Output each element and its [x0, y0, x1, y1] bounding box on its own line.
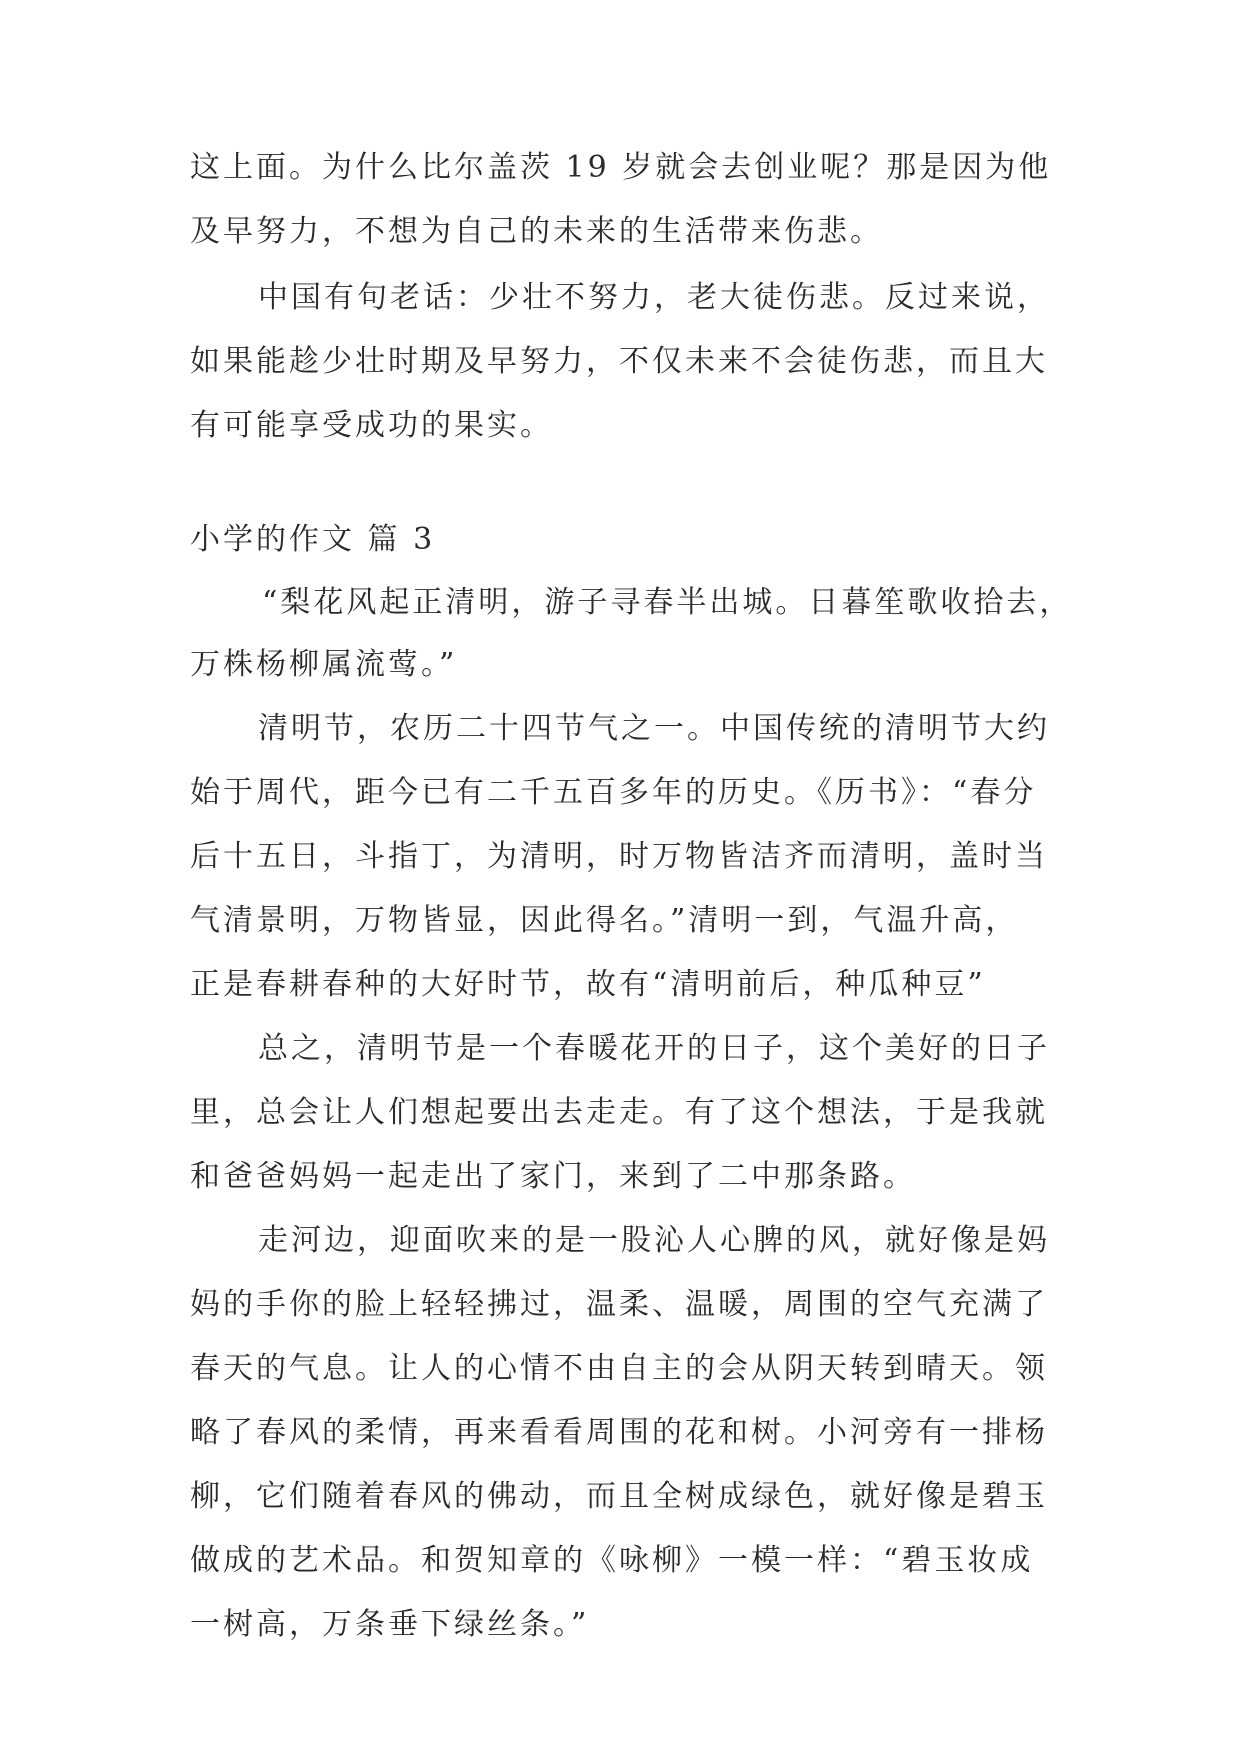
- poem-quote: “梨花风起正清明，游子寻春半出城。日暮笙歌收拾去，: [262, 585, 1073, 620]
- text-line: 后十五日，斗指丁，为清明，时万物皆洁齐而清明，盖时当: [190, 839, 1048, 874]
- text-line: 这上面。为什么比尔盖茨 19 岁就会去创业呢？那是因为他: [190, 150, 1052, 185]
- text-line: 和爸爸妈妈一起走出了家门，来到了二中那条路。: [190, 1159, 916, 1194]
- text-line: 柳，它们随着春风的佛动，而且全树成绿色，就好像是碧玉: [190, 1479, 1048, 1514]
- text-line: 气清景明，万物皆显，因此得名。”清明一到，气温升高，: [190, 903, 1019, 938]
- text-line: 里，总会让人们想起要出去走走。有了这个想法，于是我就: [190, 1095, 1048, 1130]
- section-heading: 小学的作文 篇 3: [190, 522, 436, 557]
- text-line: 及早努力，不想为自己的未来的生活带来伤悲。: [190, 214, 883, 249]
- text-line: 略了春风的柔情，再来看看周围的花和树。小河旁有一排杨: [190, 1415, 1048, 1450]
- paragraph-start: 走河边，迎面吹来的是一股沁人心脾的风，就好像是妈: [258, 1223, 1050, 1258]
- text-line: 始于周代，距今已有二千五百多年的历史。《历书》：“春分: [190, 775, 1037, 810]
- text-line: 春天的气息。让人的心情不由自主的会从阴天转到晴天。领: [190, 1351, 1048, 1386]
- text-line: 一树高，万条垂下绿丝条。”: [190, 1607, 590, 1642]
- text-line: 妈的手你的脸上轻轻拂过，温柔、温暖，周围的空气充满了: [190, 1287, 1048, 1322]
- text-line: 如果能趁少壮时期及早努力，不仅未来不会徒伤悲，而且大: [190, 344, 1048, 379]
- paragraph-start: 总之，清明节是一个春暖花开的日子，这个美好的日子: [258, 1031, 1050, 1066]
- paragraph-start: 清明节，农历二十四节气之一。中国传统的清明节大约: [258, 711, 1050, 746]
- text-line: 有可能享受成功的果实。: [190, 408, 553, 443]
- paragraph-start: 中国有句老话：少壮不努力，老大徒伤悲。反过来说，: [258, 280, 1050, 315]
- text-line: 正是春耕春种的大好时节，故有“清明前后，种瓜种豆”: [190, 967, 986, 1002]
- text-line: 做成的艺术品。和贺知章的《咏柳》一模一样：“碧玉妆成: [190, 1543, 1034, 1578]
- poem-quote-end: 万株杨柳属流莺。”: [190, 647, 458, 682]
